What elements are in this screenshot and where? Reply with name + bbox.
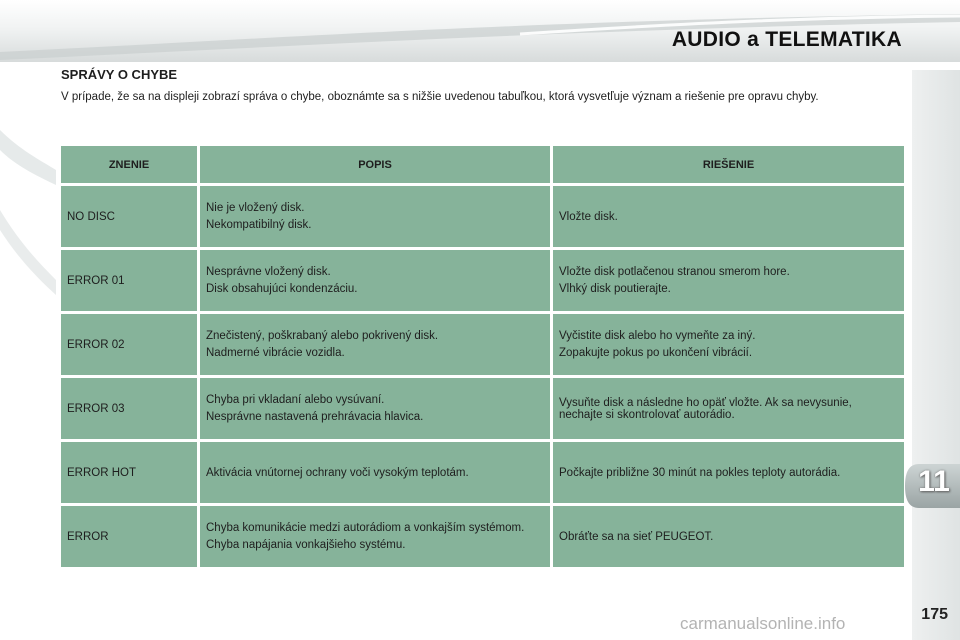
popis-line: Nekompatibilný disk. xyxy=(206,219,312,231)
popis-line: Chyba pri vkladaní alebo vysúvaní. xyxy=(206,394,385,406)
popis-line: Chyba komunikácie medzi autorádiom a vonkajším systémom. xyxy=(206,522,525,534)
row-code: NO DISC xyxy=(61,186,197,247)
riesenie-line: Zopakujte pokus po ukončení vibrácií. xyxy=(559,347,753,359)
popis-line: Aktivácia vnútornej ochrany voči vysokým teplotám. xyxy=(206,466,469,479)
watermark-text: carmanualsonline.info xyxy=(680,614,846,633)
side-strip xyxy=(912,70,960,640)
row-popis xyxy=(200,186,550,247)
popis-line: Chyba napájania vonkajšieho systému. xyxy=(206,539,406,551)
table-row xyxy=(61,186,904,247)
riesenie-line: Obráťte sa na sieť PEUGEOT. xyxy=(559,530,714,543)
row-popis xyxy=(200,506,550,567)
row-popis xyxy=(200,314,550,375)
row-riesenie xyxy=(553,186,904,247)
row-riesenie xyxy=(553,314,904,375)
row-code: ERROR 02 xyxy=(61,314,197,375)
table-row xyxy=(61,506,904,567)
riesenie-line: Vysuňte disk a následne ho opäť vložte. Ak sa nevysunie, nechajte si skontrolovať autorádio. xyxy=(559,396,852,421)
row-popis xyxy=(200,250,550,311)
table-header-row xyxy=(61,146,904,183)
table-row xyxy=(61,442,904,503)
table-row xyxy=(61,250,904,311)
chapter-number: 11 xyxy=(918,465,950,498)
column-header-znenie: ZNENIE xyxy=(61,146,197,183)
popis-line: Nie je vložený disk. xyxy=(206,202,305,214)
row-riesenie xyxy=(553,442,904,503)
header-title: AUDIO a TELEMATIKA xyxy=(671,28,902,51)
row-riesenie xyxy=(553,378,904,439)
row-popis xyxy=(200,442,550,503)
popis-line: Znečistený, poškrabaný alebo pokrivený disk. xyxy=(206,330,439,342)
row-code: ERROR 01 xyxy=(61,250,197,311)
section-title: SPRÁVY O CHYBE xyxy=(61,67,178,82)
row-code: ERROR xyxy=(61,506,197,567)
intro-paragraph: V prípade, že sa na displeji zobrazí správa o chybe, oboznámte sa s nižšie uvedenou tabuľkou, ktorá vysvetľuje význam a riešenie pre opravu chyby. xyxy=(61,91,819,103)
table-row xyxy=(61,378,904,439)
column-header-riesenie: RIEŠENIE xyxy=(553,146,904,183)
riesenie-line: Počkajte približne 30 minút na pokles teploty autorádia. xyxy=(559,466,841,479)
riesenie-line: Vlhký disk poutierajte. xyxy=(559,283,671,295)
popis-line: Nadmerné vibrácie vozidla. xyxy=(206,347,345,359)
popis-line: Disk obsahujúci kondenzáciu. xyxy=(206,283,358,295)
page-number: 175 xyxy=(921,606,948,623)
row-riesenie xyxy=(553,250,904,311)
table-row xyxy=(61,314,904,375)
left-swoosh-decoration xyxy=(0,90,56,390)
row-code: ERROR 03 xyxy=(61,378,197,439)
popis-line: Nesprávne nastavená prehrávacia hlavica. xyxy=(206,411,424,423)
column-header-popis: POPIS xyxy=(200,146,550,183)
row-riesenie xyxy=(553,506,904,567)
error-messages-table xyxy=(58,143,907,570)
row-code: ERROR HOT xyxy=(61,442,197,503)
riesenie-line: Vyčistite disk alebo ho vymeňte za iný. xyxy=(559,330,756,342)
popis-line: Nesprávne vložený disk. xyxy=(206,266,331,278)
row-popis xyxy=(200,378,550,439)
riesenie-line: Vložte disk potlačenou stranou smerom hore. xyxy=(559,266,790,278)
riesenie-line: Vložte disk. xyxy=(559,210,618,223)
